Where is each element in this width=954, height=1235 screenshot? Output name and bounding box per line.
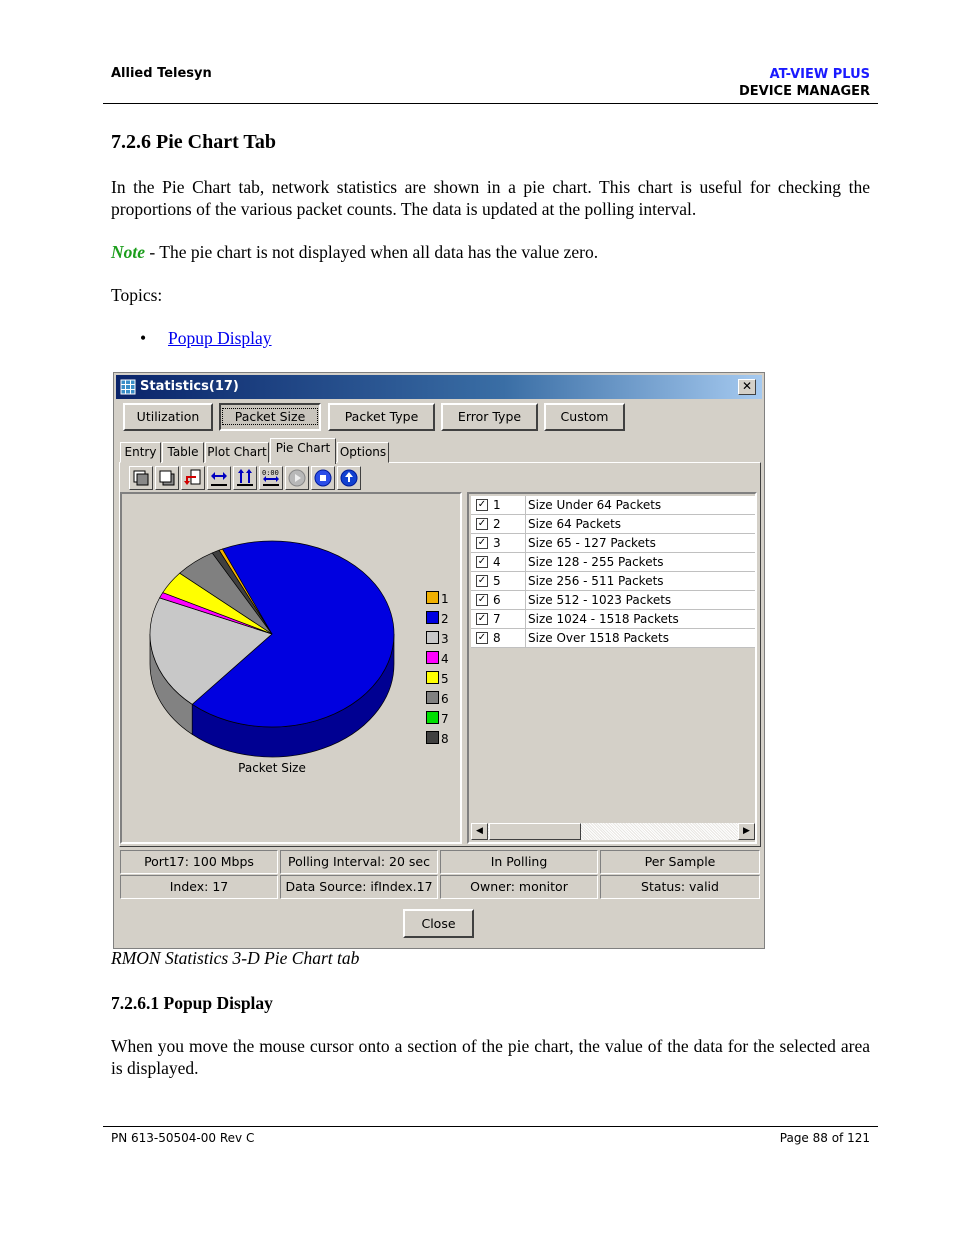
series-label: Size 65 - 127 Packets: [528, 536, 656, 550]
series-row[interactable]: [471, 629, 755, 648]
series-number: 3: [493, 536, 501, 550]
series-number: 7: [493, 612, 501, 626]
statistics-window: [113, 372, 765, 949]
series-checkbox[interactable]: ✓: [477, 575, 487, 586]
series-row[interactable]: [471, 610, 755, 629]
note-text: - The pie chart is not displayed when all data has the value zero.: [145, 242, 599, 262]
series-row[interactable]: [471, 591, 755, 610]
series-number: 6: [493, 593, 501, 607]
series-row[interactable]: [471, 515, 755, 534]
tab-table[interactable]: Table: [162, 442, 204, 463]
legend-label: 7: [441, 712, 449, 726]
column-divider: [525, 534, 526, 553]
topics-label: Topics:: [111, 285, 163, 305]
custom-button[interactable]: Custom: [544, 403, 625, 431]
legend-label: 1: [441, 592, 449, 606]
horizontal-scrollbar[interactable]: [471, 823, 755, 840]
footer-part-number: PN 613-50504-00 Rev C: [111, 1131, 255, 1145]
note-paragraph: [111, 241, 870, 263]
legend-entry: [426, 589, 456, 605]
scroll-right-icon[interactable]: ▶: [738, 823, 755, 840]
series-row[interactable]: [471, 572, 755, 591]
scroll-thumb[interactable]: [489, 823, 581, 840]
intro-paragraph: In the Pie Chart tab, network statistics are shown in a pie chart. This chart is useful for checking the proportions of the various packet counts. The data is updated at the polling interval.: [111, 177, 870, 219]
header-rule: [103, 103, 878, 104]
series-checkbox[interactable]: ✓: [477, 518, 487, 529]
status-sample-mode: Per Sample: [600, 850, 760, 874]
column-divider: [525, 515, 526, 534]
tab-options[interactable]: Options: [337, 442, 389, 463]
series-checkbox[interactable]: ✓: [477, 594, 487, 605]
legend-swatch: [426, 631, 439, 644]
error-type-button[interactable]: Error Type: [441, 403, 538, 431]
chart-title: Packet Size: [238, 761, 306, 775]
series-checkbox[interactable]: ✓: [477, 499, 487, 510]
header-product-block: [739, 66, 870, 100]
grid-app-icon: [120, 379, 136, 395]
column-divider: [525, 610, 526, 629]
series-list-panel: [467, 492, 757, 844]
legend-entry: [426, 629, 456, 645]
utilization-button[interactable]: Utilization: [123, 403, 213, 431]
subsection-paragraph: When you move the mouse cursor onto a section of the pie chart, the value of the data for the selected area is displayed.: [111, 1036, 870, 1078]
legend-swatch: [426, 611, 439, 624]
legend-swatch: [426, 671, 439, 684]
footer-page-number: Page 88 of 121: [779, 1131, 870, 1145]
footer-rule: [103, 1126, 878, 1127]
legend-swatch: [426, 691, 439, 704]
legend-label: 4: [441, 652, 449, 666]
pie-chart[interactable]: [122, 494, 460, 842]
column-divider: [525, 572, 526, 591]
status-polling-interval: Polling Interval: 20 sec: [280, 850, 438, 874]
packet-type-button[interactable]: Packet Type: [328, 403, 435, 431]
legend-entry: [426, 689, 456, 705]
tab-pie-chart[interactable]: Pie Chart: [270, 438, 336, 464]
column-divider: [525, 553, 526, 572]
series-checkbox[interactable]: ✓: [477, 613, 487, 624]
tab-entry[interactable]: Entry: [120, 442, 161, 463]
legend-entry: [426, 669, 456, 685]
header-module: DEVICE MANAGER: [738, 84, 870, 99]
series-checkbox[interactable]: ✓: [477, 632, 487, 643]
stop-icon[interactable]: [311, 466, 335, 490]
note-label: Note: [111, 242, 146, 262]
window-titlebar: [116, 375, 762, 399]
window-title: Statistics(17): [140, 379, 239, 394]
legend-label: 5: [441, 672, 449, 686]
legend-swatch: [426, 591, 439, 604]
interval-icon[interactable]: [259, 466, 283, 490]
pie-chart-panel: [120, 492, 462, 844]
series-number: 2: [493, 517, 501, 531]
svg-text:0:00: 0:00: [262, 469, 279, 477]
legend-swatch: [426, 711, 439, 724]
legend-swatch: [426, 651, 439, 664]
status-polling-state: In Polling: [440, 850, 598, 874]
legend-entry: [426, 709, 456, 725]
status-area: [119, 850, 761, 902]
series-label: Size 512 - 1023 Packets: [528, 593, 672, 607]
series-number: 8: [493, 631, 501, 645]
series-checkbox[interactable]: ✓: [477, 537, 487, 548]
section-title: 7.2.6 Pie Chart Tab: [111, 131, 277, 153]
header-company: Allied Telesyn: [111, 66, 212, 81]
scroll-left-icon[interactable]: ◀: [471, 823, 488, 840]
series-number: 1: [493, 498, 501, 512]
packet-size-button[interactable]: Packet Size: [219, 403, 321, 431]
legend-label: 3: [441, 632, 449, 646]
subsection-title: 7.2.6.1 Popup Display: [111, 993, 273, 1013]
series-label: Size Under 64 Packets: [528, 498, 662, 512]
topic-list-item: [140, 328, 272, 349]
column-divider: [525, 496, 526, 515]
series-checkbox[interactable]: ✓: [477, 556, 487, 567]
expand-vertical-icon[interactable]: [233, 466, 257, 490]
series-number: 4: [493, 555, 501, 569]
stack-front-icon[interactable]: [129, 466, 153, 490]
status-data-source: Data Source: ifIndex.17: [280, 875, 438, 899]
series-label: Size 256 - 511 Packets: [528, 574, 664, 588]
status-port: Port17: 100 Mbps: [120, 850, 278, 874]
series-label: Size 128 - 255 Packets: [528, 555, 664, 569]
series-label: Size 64 Packets: [528, 517, 622, 531]
expand-horizontal-icon[interactable]: [207, 466, 231, 490]
legend-entry: [426, 649, 456, 665]
legend-label: 6: [441, 692, 449, 706]
legend-entry: [426, 609, 456, 625]
column-divider: [525, 591, 526, 610]
legend-swatch: [426, 731, 439, 744]
figure-caption: RMON Statistics 3-D Pie Chart tab: [111, 948, 360, 968]
topic-link-popup-display[interactable]: Popup Display: [168, 328, 272, 348]
tab-plot-chart[interactable]: Plot Chart: [205, 442, 269, 463]
stack-back-icon[interactable]: [155, 466, 179, 490]
bullet-icon: •: [140, 328, 147, 348]
column-divider: [525, 629, 526, 648]
series-row[interactable]: [471, 534, 755, 553]
legend-label: 8: [441, 732, 449, 746]
close-button[interactable]: Close: [403, 909, 474, 938]
series-row[interactable]: [471, 553, 755, 572]
series-label: Size Over 1518 Packets: [528, 631, 669, 645]
series-number: 5: [493, 574, 501, 588]
play-icon[interactable]: [285, 466, 309, 490]
status-owner: Owner: monitor: [440, 875, 598, 899]
undo-arrow-icon[interactable]: [181, 466, 205, 490]
status-index: Index: 17: [120, 875, 278, 899]
series-row[interactable]: [471, 496, 755, 515]
series-label: Size 1024 - 1518 Packets: [528, 612, 679, 626]
refresh-icon[interactable]: [337, 466, 361, 490]
status-valid: Status: valid: [600, 875, 760, 899]
window-close-icon[interactable]: ✕: [738, 379, 756, 395]
legend-label: 2: [441, 612, 449, 626]
legend-entry: [426, 729, 456, 745]
header-product: AT-VIEW PLUS: [769, 67, 870, 82]
